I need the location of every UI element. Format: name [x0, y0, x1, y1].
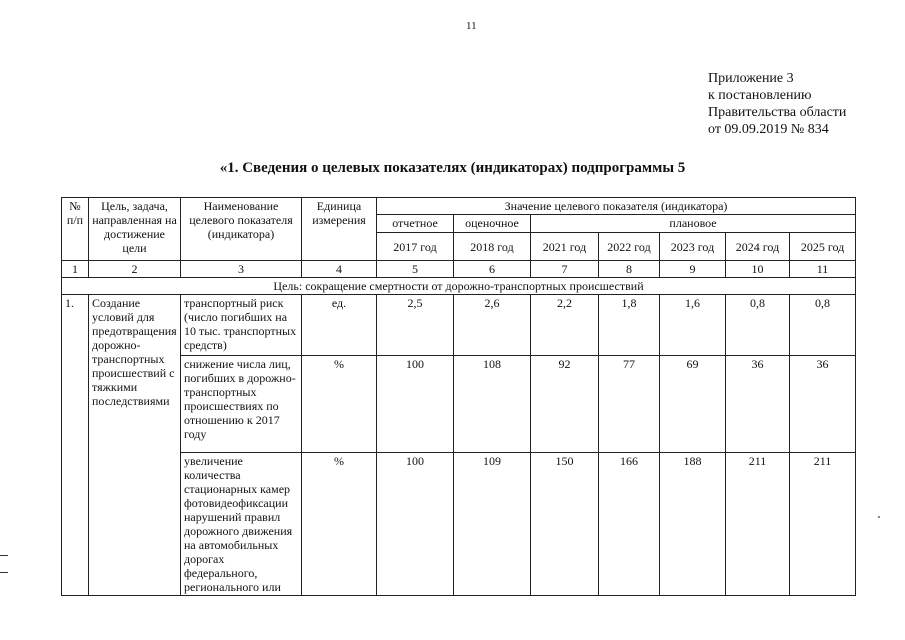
- header-year: 2023 год: [660, 233, 726, 261]
- column-number: 10: [726, 261, 790, 278]
- column-number: 7: [531, 261, 599, 278]
- table-row: [62, 453, 856, 596]
- indicator-value: 2,5: [377, 295, 454, 356]
- header-planned: плановое: [531, 215, 856, 233]
- header-goal: Цель, задача, направленная на достижение цели: [89, 198, 181, 261]
- appendix-line-4: от 09.09.2019 № 834: [708, 122, 829, 137]
- indicator-name: увеличение количества стационарных камер фотовидеофиксации нарушений правил дорожного движения на автомобильных дорогах федерального, регионального или: [181, 453, 302, 596]
- indicator-value: 188: [660, 453, 726, 596]
- header-year: 2024 год: [726, 233, 790, 261]
- header-year: 2018 год: [454, 233, 531, 261]
- row-goal: Создание условий для предотвращения дорожно-транспортных происшествий с тяжкими последствиями: [89, 295, 181, 596]
- header-num: № п/п: [62, 198, 89, 261]
- column-number: 8: [599, 261, 660, 278]
- indicator-value: 2,2: [531, 295, 599, 356]
- indicator-value: 1,6: [660, 295, 726, 356]
- indicator-name: снижение числа лиц, погибших в дорожно-транспортных происшествиях по отношению к 2017 году: [181, 356, 302, 453]
- indicator-value: 166: [599, 453, 660, 596]
- header-year: 2025 год: [790, 233, 856, 261]
- indicator-value: 77: [599, 356, 660, 453]
- header-year: 2017 год: [377, 233, 454, 261]
- appendix-line-1: Приложение 3: [708, 71, 794, 86]
- indicator-value: 150: [531, 453, 599, 596]
- column-number: 3: [181, 261, 302, 278]
- indicator-value: 1,8: [599, 295, 660, 356]
- indicator-value: 0,8: [790, 295, 856, 356]
- indicator-unit: %: [302, 453, 377, 596]
- indicator-value: 36: [726, 356, 790, 453]
- header-indicator-name: Наименование целевого показателя (индикатора): [181, 198, 302, 261]
- header-year: 2022 год: [599, 233, 660, 261]
- column-number: 9: [660, 261, 726, 278]
- column-number: 11: [790, 261, 856, 278]
- indicator-value: 211: [790, 453, 856, 596]
- header-reported: отчетное: [377, 215, 454, 233]
- scan-dot: [878, 516, 880, 518]
- indicator-unit: %: [302, 356, 377, 453]
- indicator-unit: ед.: [302, 295, 377, 356]
- indicator-value: 92: [531, 356, 599, 453]
- header-year: 2021 год: [531, 233, 599, 261]
- indicator-value: 108: [454, 356, 531, 453]
- header-unit: Единица измерения: [302, 198, 377, 261]
- indicator-value: 2,6: [454, 295, 531, 356]
- appendix-note: [708, 70, 846, 138]
- appendix-line-2: к постановлению: [708, 88, 812, 103]
- indicator-value: 0,8: [726, 295, 790, 356]
- indicator-value: 36: [790, 356, 856, 453]
- column-number: 2: [89, 261, 181, 278]
- column-number: 6: [454, 261, 531, 278]
- table-row: [62, 295, 856, 356]
- indicators-table: [61, 197, 856, 596]
- page-number: 11: [466, 20, 477, 32]
- header-estimated: оценочное: [454, 215, 531, 233]
- document-title: «1. Сведения о целевых показателях (индикаторах) подпрограммы 5: [219, 160, 686, 176]
- header-value-group: Значение целевого показателя (индикатора): [377, 198, 856, 215]
- column-number: 5: [377, 261, 454, 278]
- column-number: 4: [302, 261, 377, 278]
- indicator-value: 211: [726, 453, 790, 596]
- indicator-name: транспортный риск (число погибших на 10 тыс. транспортных средств): [181, 295, 302, 356]
- indicator-value: 100: [377, 356, 454, 453]
- indicator-value: 109: [454, 453, 531, 596]
- indicator-value: 100: [377, 453, 454, 596]
- table-row: [62, 356, 856, 453]
- margin-mark: [0, 572, 8, 573]
- appendix-line-3: Правительства области: [708, 105, 847, 120]
- row-number: 1.: [62, 295, 89, 596]
- goal-row: Цель: сокращение смертности от дорожно-транспортных происшествий: [62, 278, 856, 295]
- indicator-value: 69: [660, 356, 726, 453]
- column-number: 1: [62, 261, 89, 278]
- margin-mark: [0, 555, 8, 556]
